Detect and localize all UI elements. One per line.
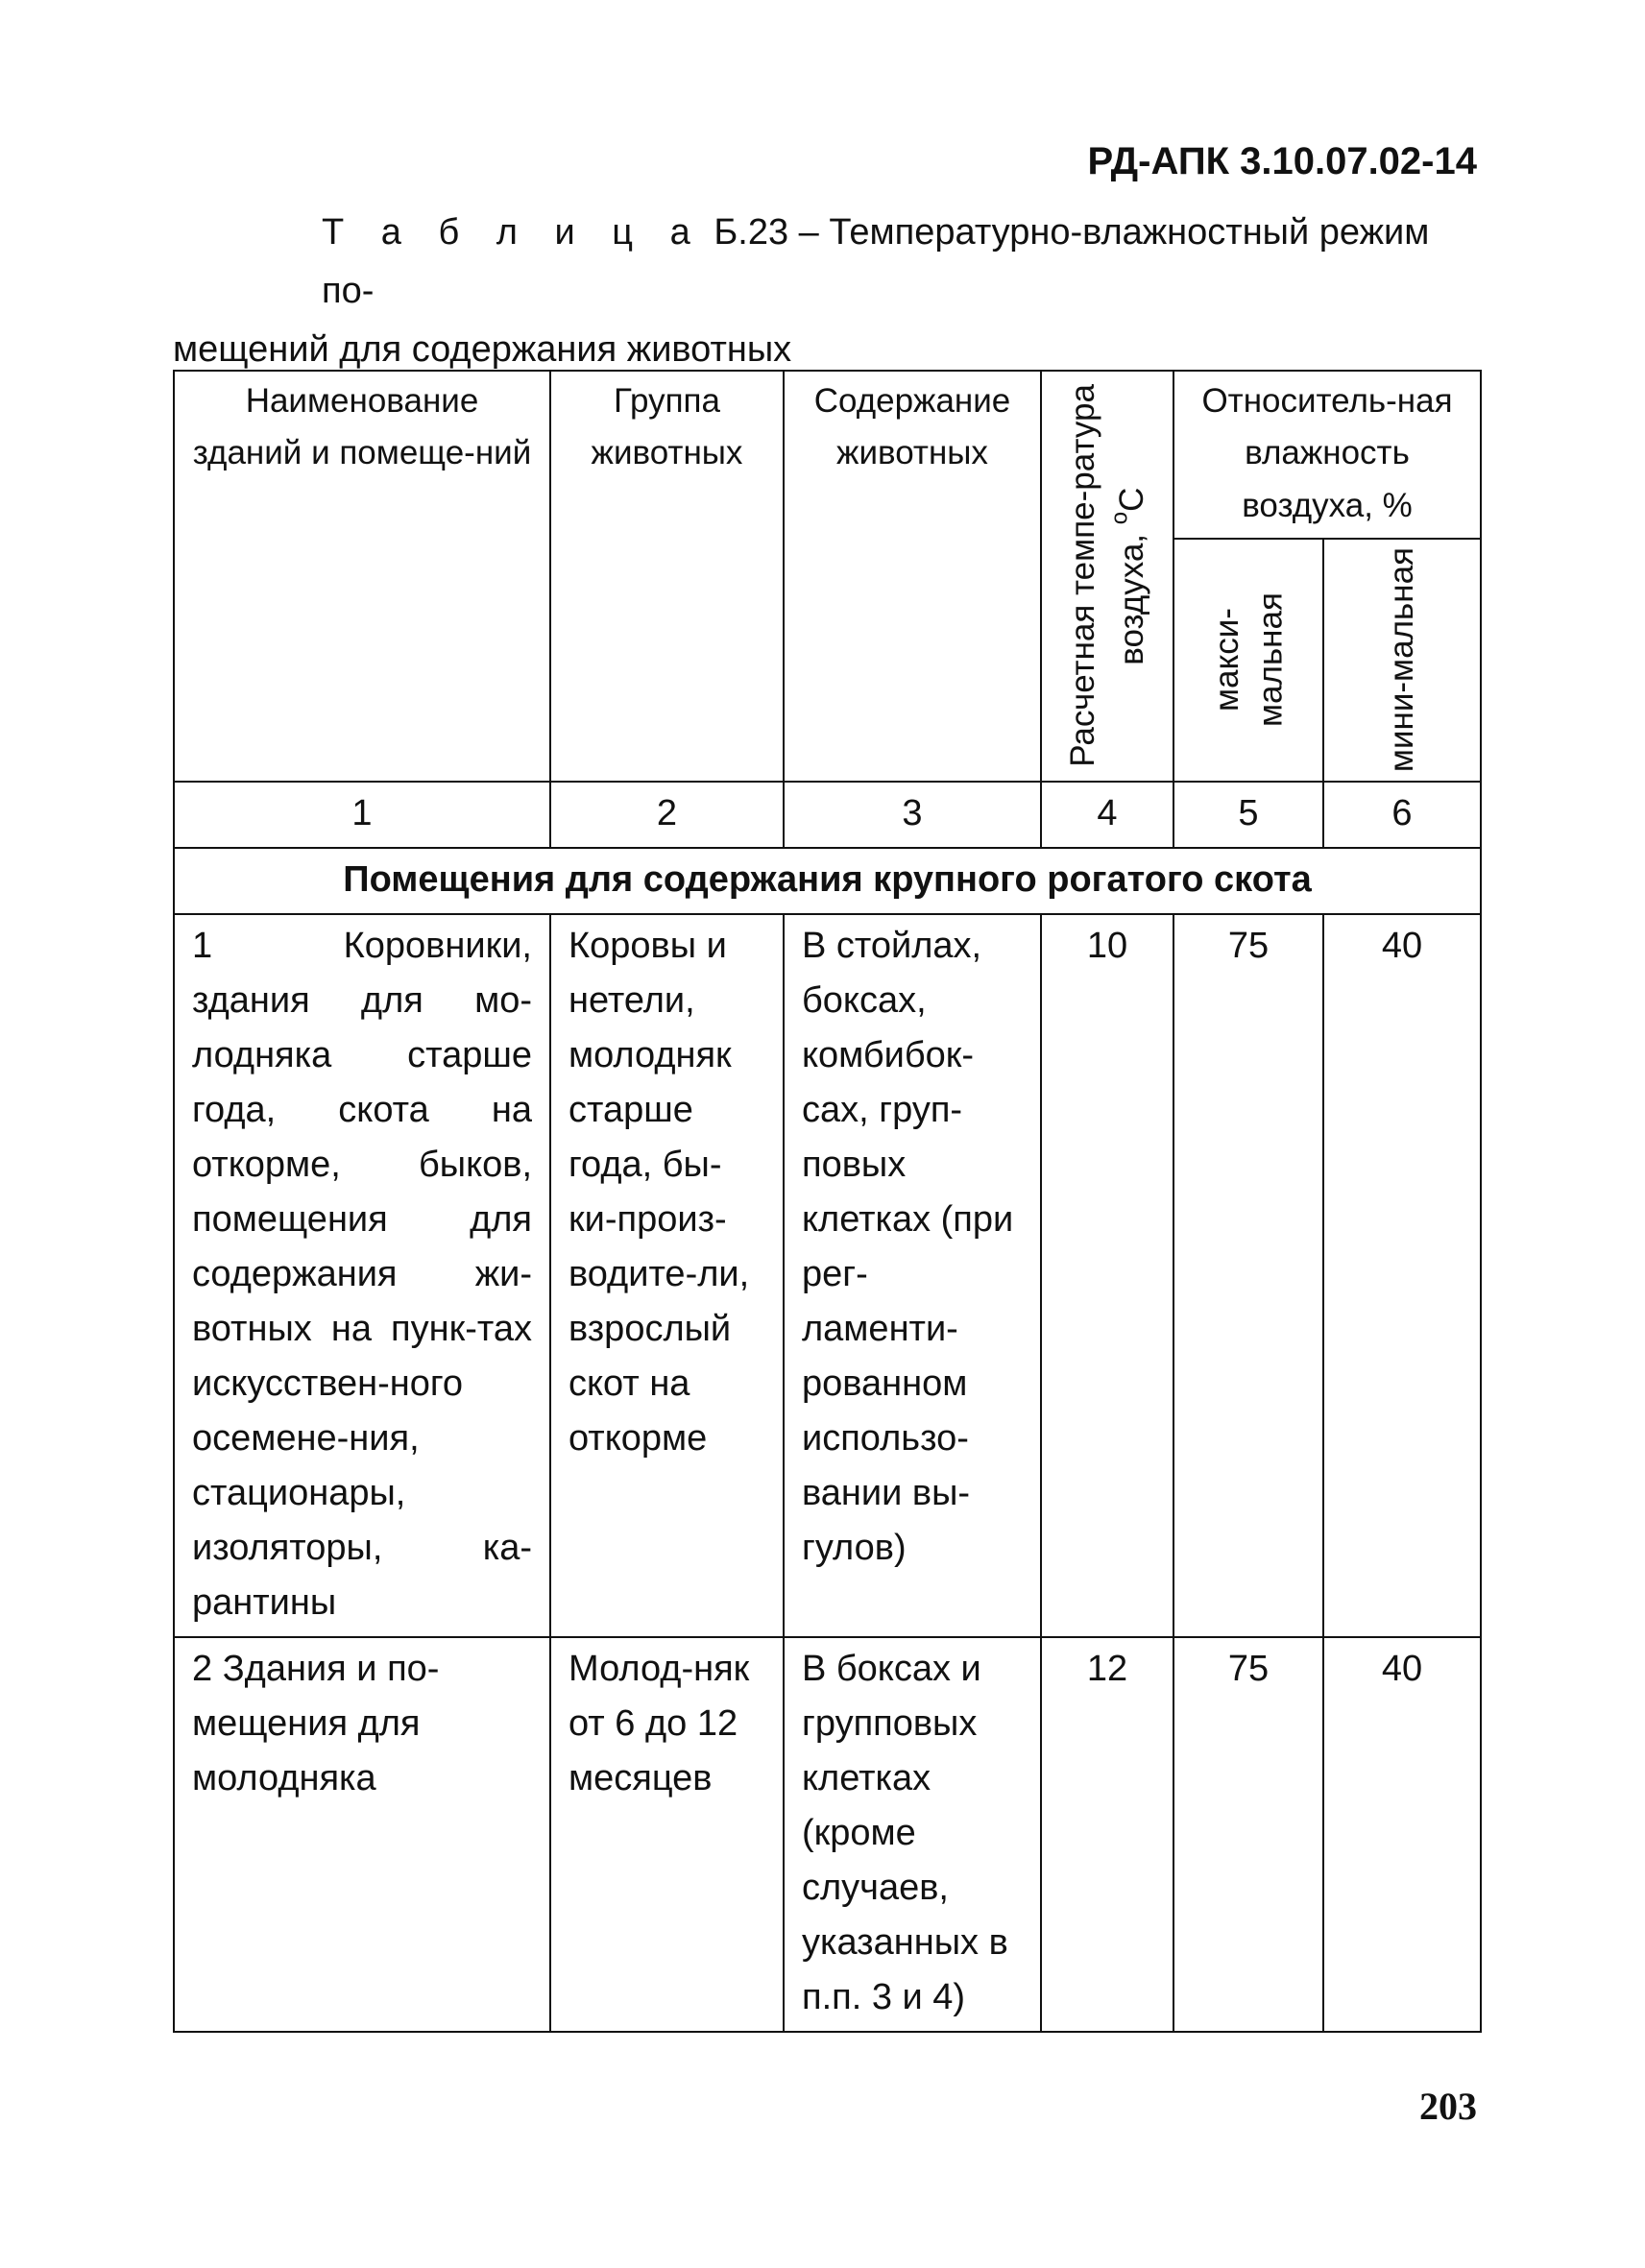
caption-prefix: Т а б л и ц а xyxy=(322,212,704,253)
humidity-max-label: макси-мальная xyxy=(1207,592,1289,728)
humidity-min-label: мини-мальная xyxy=(1383,547,1421,773)
table-row xyxy=(174,914,1481,1637)
cell-animal-group: Коровы и нетели, молодняк старше года, бы-ки-произ-водите-ли, взрослый скот на откорме xyxy=(550,914,784,1637)
column-number: 5 xyxy=(1173,782,1323,848)
header-building-name: Наименование зданий и помеще-ний xyxy=(174,371,550,782)
section-row xyxy=(174,848,1481,914)
header-humidity-group: Относитель-ная влажность воздуха, % xyxy=(1173,371,1481,539)
cell-building-name: 1 Коровники, здания для мо-лодняка старше года, скота на откорме, быков, помещения для содержания жи-вотных на пунк-тах искусствен-ного осемене-ния, стационары, изоляторы, ка-рантины xyxy=(174,914,550,1637)
cell-humidity-max: 75 xyxy=(1173,914,1323,1637)
data-table xyxy=(173,370,1482,2033)
temperature-label-text: Расчетная темпе-ратура воздуха, xyxy=(1063,384,1150,768)
header-temperature xyxy=(1041,371,1173,782)
header-temperature-label xyxy=(1061,379,1154,773)
cell-keeping: В стойлах, боксах, комбибок-сах, груп-повых клетках (при рег-ламенти-рованном использо-вании вы-гулов) xyxy=(784,914,1041,1637)
header-keeping: Содержание животных xyxy=(784,371,1041,782)
caption-line-1 xyxy=(173,204,1479,321)
column-number: 1 xyxy=(174,782,550,848)
cell-temperature: 12 xyxy=(1041,1637,1173,2032)
page-number: 203 xyxy=(1419,2085,1477,2128)
cell-humidity-min: 40 xyxy=(1323,1637,1481,2032)
header-animal-group: Группа животных xyxy=(550,371,784,782)
caption-text-1: Б.23 – Температурно-влажностный режим по- xyxy=(322,212,1430,311)
table-caption xyxy=(173,204,1479,378)
column-number: 4 xyxy=(1041,782,1173,848)
temperature-degree-sup: o xyxy=(1106,511,1133,524)
column-number: 3 xyxy=(784,782,1041,848)
header-humidity-min xyxy=(1323,539,1481,782)
cell-humidity-min: 40 xyxy=(1323,914,1481,1637)
cell-keeping: В боксах и групповых клетках (кроме случаев, указанных в п.п. 3 и 4) xyxy=(784,1637,1041,2032)
column-number: 2 xyxy=(550,782,784,848)
document-code: РД-АПК 3.10.07.02-14 xyxy=(1087,140,1477,182)
column-number-row xyxy=(174,782,1481,848)
cell-humidity-max: 75 xyxy=(1173,1637,1323,2032)
caption-text-2: мещений для содержания животных xyxy=(173,328,792,370)
temperature-unit: C xyxy=(1112,487,1150,512)
cell-temperature: 10 xyxy=(1041,914,1173,1637)
header-row-1 xyxy=(174,371,1481,539)
section-title: Помещения для содержания крупного рогатого скота xyxy=(174,848,1481,914)
header-humidity-max xyxy=(1173,539,1323,782)
table-row xyxy=(174,1637,1481,2032)
cell-animal-group: Молод-няк от 6 до 12 месяцев xyxy=(550,1637,784,2032)
cell-building-name: 2 Здания и по-мещения для молодняка xyxy=(174,1637,550,2032)
column-number: 6 xyxy=(1323,782,1481,848)
